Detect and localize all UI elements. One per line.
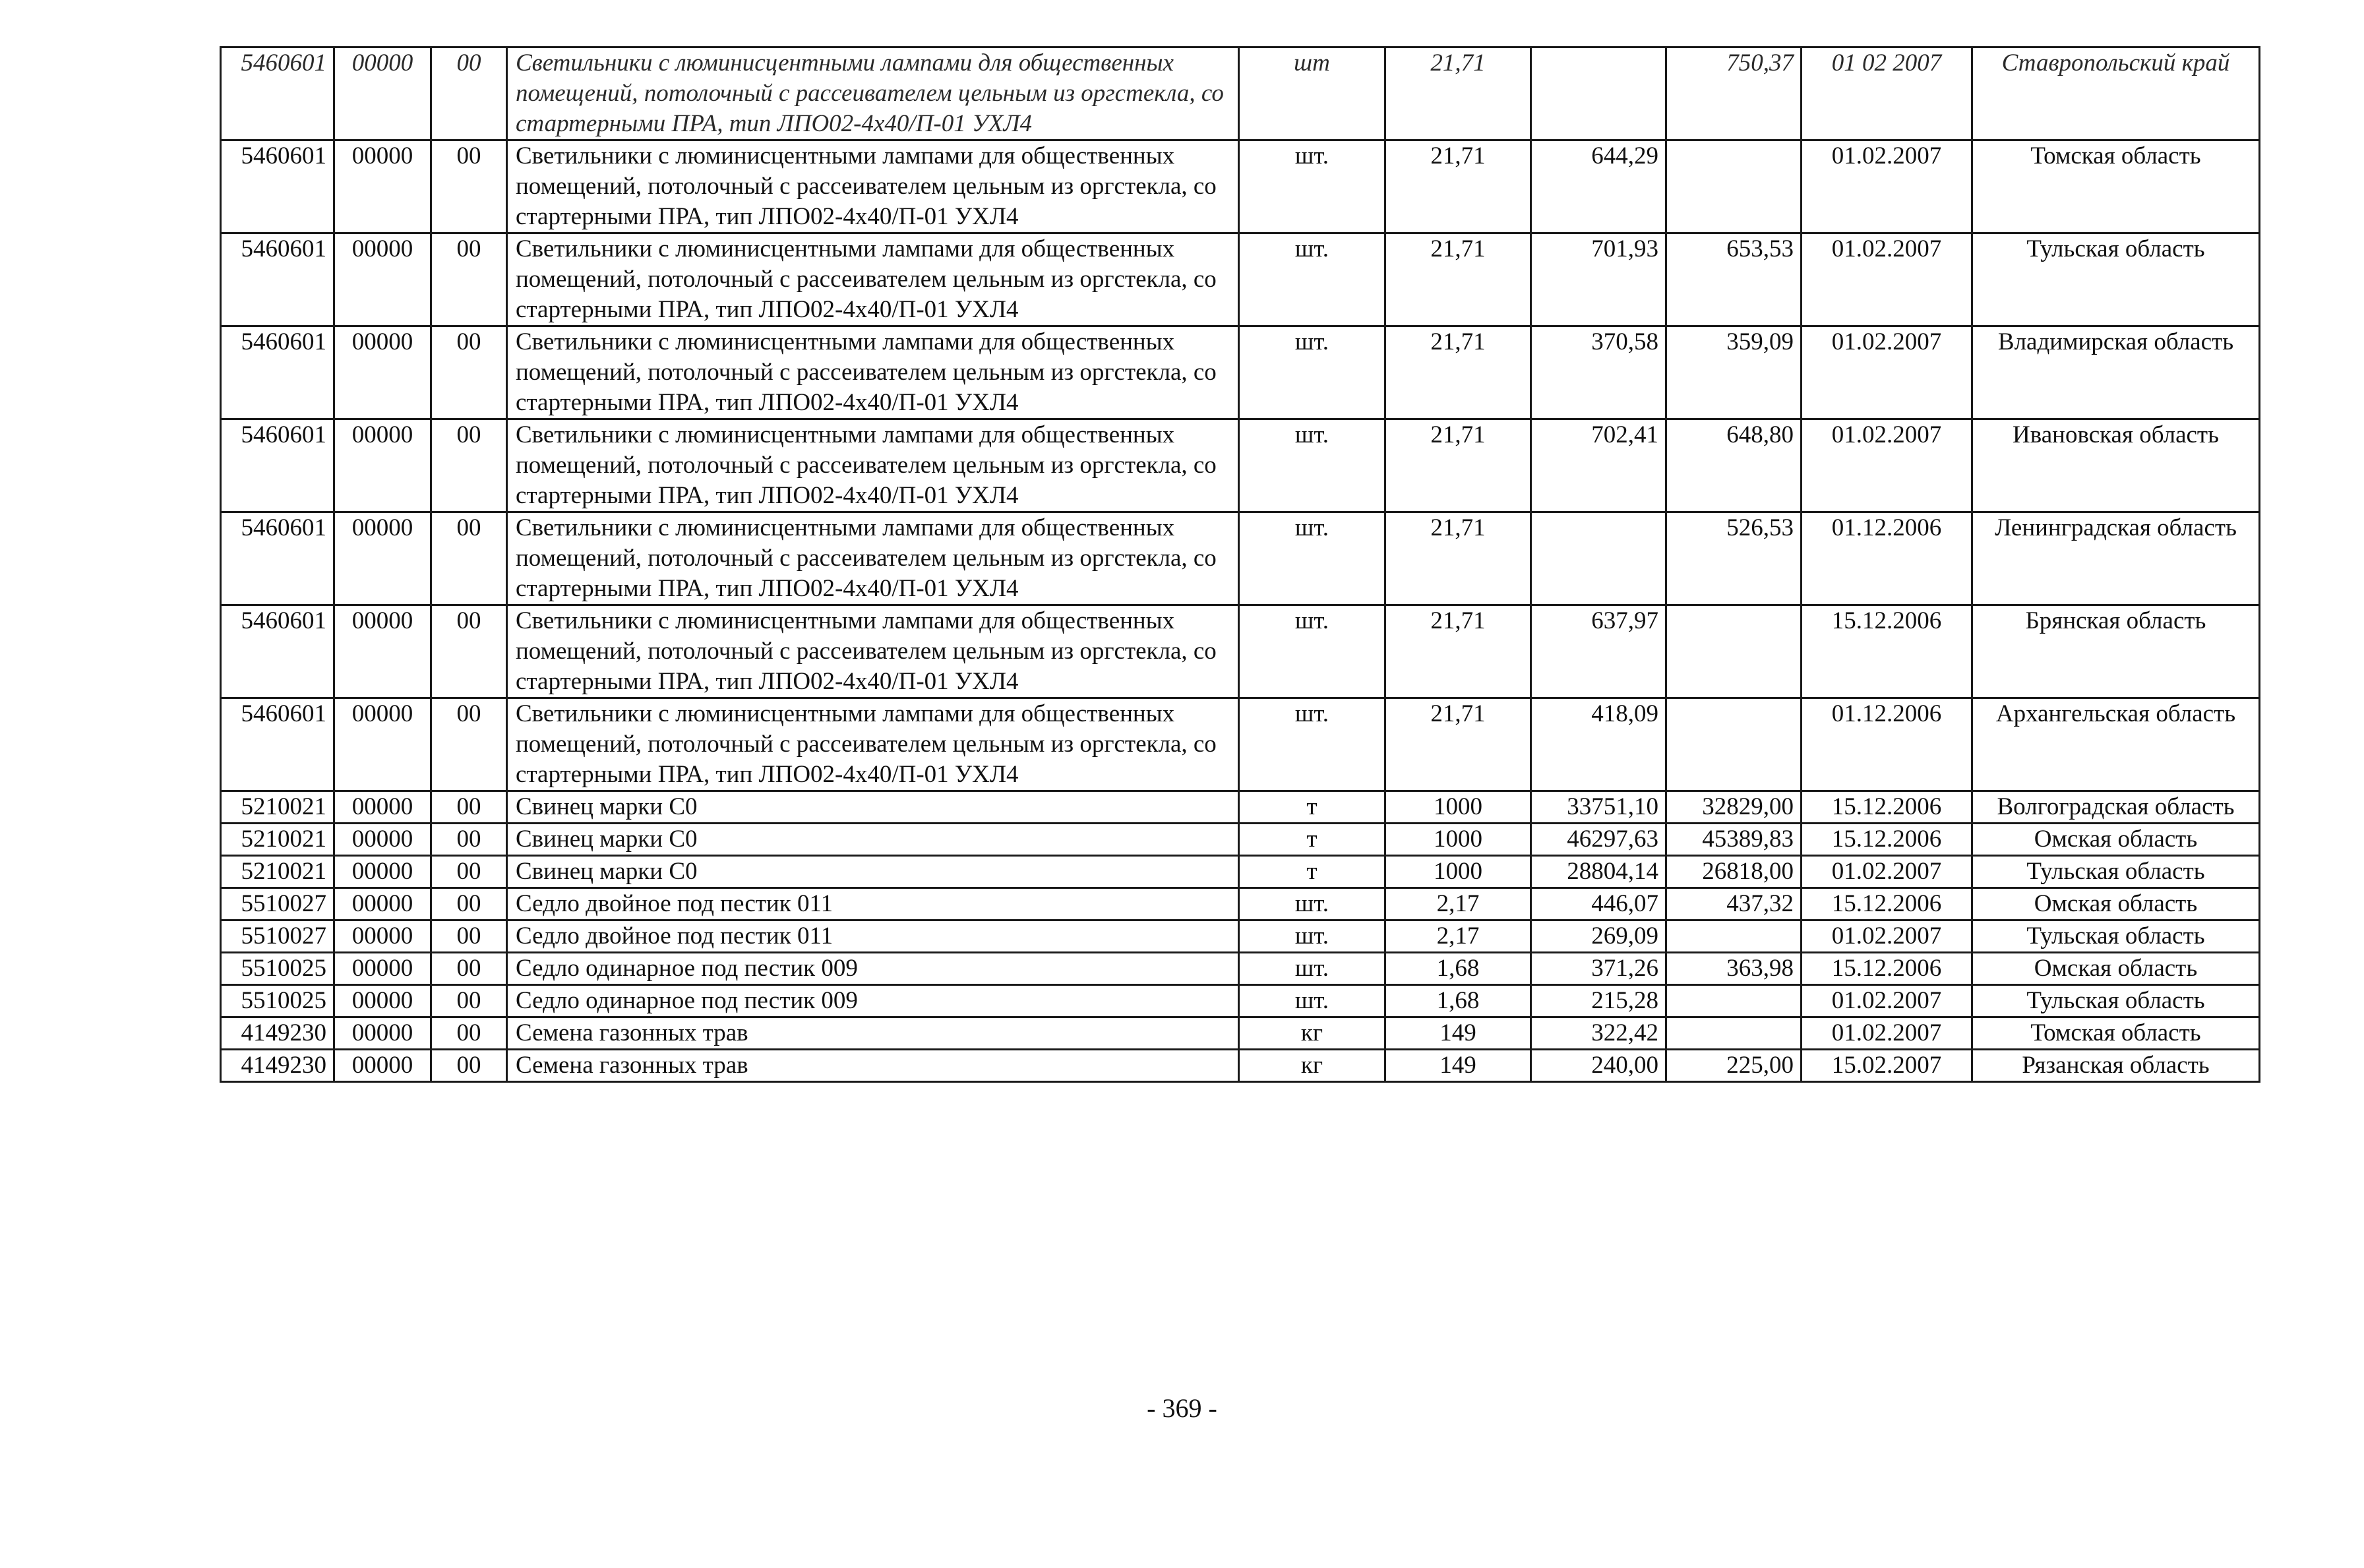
date-cell: 01 02 2007 xyxy=(1802,47,1972,140)
table-row xyxy=(221,605,2260,698)
table-row xyxy=(221,140,2260,233)
unit-cell: шт. xyxy=(1239,698,1385,791)
quantity-cell: 21,71 xyxy=(1385,233,1531,326)
region-cell: Ставропольский край xyxy=(1972,47,2260,140)
unit-cell: шт. xyxy=(1239,605,1385,698)
name-cell: Свинец марки С0 xyxy=(507,824,1239,856)
unit-cell: шт. xyxy=(1239,953,1385,985)
check-digit-cell: 00 xyxy=(431,1017,507,1050)
region-cell: Волгоградская область xyxy=(1972,791,2260,824)
check-digit-cell: 00 xyxy=(431,953,507,985)
name-cell: Седло одинарное под пестик 009 xyxy=(507,953,1239,985)
date-cell: 15.12.2006 xyxy=(1802,953,1972,985)
price-alt-cell xyxy=(1666,920,1802,953)
unit-cell: кг xyxy=(1239,1050,1385,1082)
code-cell: 5210021 xyxy=(221,856,334,888)
subcode-cell: 00000 xyxy=(334,698,431,791)
table-row xyxy=(221,1050,2260,1082)
region-cell: Ивановская область xyxy=(1972,419,2260,512)
unit-cell: т xyxy=(1239,856,1385,888)
subcode-cell: 00000 xyxy=(334,605,431,698)
unit-cell: шт. xyxy=(1239,888,1385,920)
region-cell: Брянская область xyxy=(1972,605,2260,698)
table-row xyxy=(221,888,2260,920)
price-cell: 322,42 xyxy=(1531,1017,1666,1050)
code-cell: 5510027 xyxy=(221,920,334,953)
date-cell: 01.12.2006 xyxy=(1802,698,1972,791)
region-cell: Томская область xyxy=(1972,140,2260,233)
code-cell: 5460601 xyxy=(221,47,334,140)
date-cell: 01.02.2007 xyxy=(1802,233,1972,326)
code-cell: 5510025 xyxy=(221,985,334,1017)
price-cell: 371,26 xyxy=(1531,953,1666,985)
subcode-cell: 00000 xyxy=(334,47,431,140)
quantity-cell: 1,68 xyxy=(1385,953,1531,985)
code-cell: 5510027 xyxy=(221,888,334,920)
code-cell: 5460601 xyxy=(221,233,334,326)
price-cell xyxy=(1531,47,1666,140)
check-digit-cell: 00 xyxy=(431,824,507,856)
quantity-cell: 21,71 xyxy=(1385,419,1531,512)
unit-cell: шт. xyxy=(1239,326,1385,419)
check-digit-cell: 00 xyxy=(431,233,507,326)
check-digit-cell: 00 xyxy=(431,605,507,698)
name-cell: Семена газонных трав xyxy=(507,1050,1239,1082)
subcode-cell: 00000 xyxy=(334,888,431,920)
price-alt-cell: 437,32 xyxy=(1666,888,1802,920)
price-alt-cell: 32829,00 xyxy=(1666,791,1802,824)
price-alt-cell xyxy=(1666,985,1802,1017)
quantity-cell: 1,68 xyxy=(1385,985,1531,1017)
name-cell: Свинец марки С0 xyxy=(507,791,1239,824)
date-cell: 15.12.2006 xyxy=(1802,888,1972,920)
date-cell: 15.12.2006 xyxy=(1802,791,1972,824)
region-cell: Тульская область xyxy=(1972,233,2260,326)
check-digit-cell: 00 xyxy=(431,888,507,920)
quantity-cell: 149 xyxy=(1385,1017,1531,1050)
name-cell: Светильники с люминисцентными лампами для общественных помещений, потолочный с рассеивателем цельным из оргстекла, со стартерными ПРА, тип ЛПО02-4х40/П-01 УХЛ4 xyxy=(507,140,1239,233)
name-cell: Светильники с люминисцентными лампами для общественных помещений, потолочный с рассеивателем цельным из оргстекла, со стартерными ПРА, тип ЛПО02-4х40/П-01 УХЛ4 xyxy=(507,698,1239,791)
price-alt-cell: 363,98 xyxy=(1666,953,1802,985)
price-alt-cell xyxy=(1666,140,1802,233)
table-row xyxy=(221,985,2260,1017)
price-cell: 418,09 xyxy=(1531,698,1666,791)
quantity-cell: 1000 xyxy=(1385,791,1531,824)
region-cell: Тульская область xyxy=(1972,920,2260,953)
price-alt-cell: 648,80 xyxy=(1666,419,1802,512)
price-alt-cell: 526,53 xyxy=(1666,512,1802,605)
table-row xyxy=(221,512,2260,605)
code-cell: 5510025 xyxy=(221,953,334,985)
table-row xyxy=(221,824,2260,856)
check-digit-cell: 00 xyxy=(431,47,507,140)
code-cell: 4149230 xyxy=(221,1050,334,1082)
price-alt-cell: 653,53 xyxy=(1666,233,1802,326)
unit-cell: кг xyxy=(1239,1017,1385,1050)
price-alt-cell: 359,09 xyxy=(1666,326,1802,419)
subcode-cell: 00000 xyxy=(334,791,431,824)
date-cell: 01.02.2007 xyxy=(1802,920,1972,953)
code-cell: 5460601 xyxy=(221,326,334,419)
quantity-cell: 21,71 xyxy=(1385,326,1531,419)
price-table xyxy=(220,46,2260,1083)
name-cell: Светильники с люминисцентными лампами для общественных помещений, потолочный с рассеивателем цельным из оргстекла, со стартерными ПРА, тип ЛПО02-4х40/П-01 УХЛ4 xyxy=(507,326,1239,419)
code-cell: 5460601 xyxy=(221,419,334,512)
date-cell: 01.02.2007 xyxy=(1802,985,1972,1017)
quantity-cell: 21,71 xyxy=(1385,605,1531,698)
subcode-cell: 00000 xyxy=(334,419,431,512)
table-row xyxy=(221,698,2260,791)
check-digit-cell: 00 xyxy=(431,985,507,1017)
unit-cell: шт. xyxy=(1239,512,1385,605)
unit-cell: шт. xyxy=(1239,920,1385,953)
quantity-cell: 2,17 xyxy=(1385,888,1531,920)
name-cell: Свинец марки С0 xyxy=(507,856,1239,888)
subcode-cell: 00000 xyxy=(334,1050,431,1082)
name-cell: Седло одинарное под пестик 009 xyxy=(507,985,1239,1017)
region-cell: Томская область xyxy=(1972,1017,2260,1050)
check-digit-cell: 00 xyxy=(431,856,507,888)
table-row xyxy=(221,1017,2260,1050)
name-cell: Светильники с люминисцентными лампами для общественных помещений, потолочный с рассеивателем цельным из оргстекла, со стартерными ПРА, тип ЛПО02-4х40/П-01 УХЛ4 xyxy=(507,605,1239,698)
quantity-cell: 1000 xyxy=(1385,856,1531,888)
price-alt-cell xyxy=(1666,605,1802,698)
date-cell: 15.02.2007 xyxy=(1802,1050,1972,1082)
name-cell: Светильники с люминисцентными лампами для общественных помещений, потолочный с рассеивателем цельным из оргстекла, со стартерными ПРА, тип ЛПО02-4х40/П-01 УХЛ4 xyxy=(507,233,1239,326)
price-cell: 28804,14 xyxy=(1531,856,1666,888)
check-digit-cell: 00 xyxy=(431,698,507,791)
name-cell: Светильники с люминисцентными лампами для общественных помещений, потолочный с рассеивателем цельным из оргстекла, со стартерными ПРА, тип ЛПО02-4х40/П-01 УХЛ4 xyxy=(507,47,1239,140)
date-cell: 01.02.2007 xyxy=(1802,140,1972,233)
table-body xyxy=(221,47,2260,1082)
subcode-cell: 00000 xyxy=(334,512,431,605)
subcode-cell: 00000 xyxy=(334,920,431,953)
code-cell: 5460601 xyxy=(221,140,334,233)
unit-cell: шт. xyxy=(1239,233,1385,326)
unit-cell: шт. xyxy=(1239,985,1385,1017)
price-cell: 240,00 xyxy=(1531,1050,1666,1082)
table-row xyxy=(221,419,2260,512)
table-row xyxy=(221,47,2260,140)
code-cell: 4149230 xyxy=(221,1017,334,1050)
code-cell: 5460601 xyxy=(221,605,334,698)
region-cell: Архангельская область xyxy=(1972,698,2260,791)
unit-cell: т xyxy=(1239,824,1385,856)
subcode-cell: 00000 xyxy=(334,326,431,419)
region-cell: Ленинградская область xyxy=(1972,512,2260,605)
price-alt-cell: 225,00 xyxy=(1666,1050,1802,1082)
table-row xyxy=(221,920,2260,953)
date-cell: 01.02.2007 xyxy=(1802,1017,1972,1050)
price-cell: 702,41 xyxy=(1531,419,1666,512)
name-cell: Семена газонных трав xyxy=(507,1017,1239,1050)
name-cell: Светильники с люминисцентными лампами для общественных помещений, потолочный с рассеивателем цельным из оргстекла, со стартерными ПРА, тип ЛПО02-4х40/П-01 УХЛ4 xyxy=(507,512,1239,605)
table-row xyxy=(221,856,2260,888)
quantity-cell: 1000 xyxy=(1385,824,1531,856)
code-cell: 5460601 xyxy=(221,698,334,791)
check-digit-cell: 00 xyxy=(431,326,507,419)
quantity-cell: 21,71 xyxy=(1385,140,1531,233)
check-digit-cell: 00 xyxy=(431,419,507,512)
region-cell: Владимирская область xyxy=(1972,326,2260,419)
quantity-cell: 2,17 xyxy=(1385,920,1531,953)
check-digit-cell: 00 xyxy=(431,1050,507,1082)
price-cell: 215,28 xyxy=(1531,985,1666,1017)
code-cell: 5210021 xyxy=(221,824,334,856)
price-alt-cell xyxy=(1666,1017,1802,1050)
price-cell: 637,97 xyxy=(1531,605,1666,698)
name-cell: Седло двойное под пестик 011 xyxy=(507,920,1239,953)
region-cell: Омская область xyxy=(1972,888,2260,920)
check-digit-cell: 00 xyxy=(431,791,507,824)
table-row xyxy=(221,791,2260,824)
date-cell: 01.02.2007 xyxy=(1802,326,1972,419)
unit-cell: шт. xyxy=(1239,419,1385,512)
page-number: - 369 - xyxy=(1147,1393,1217,1423)
date-cell: 15.12.2006 xyxy=(1802,824,1972,856)
quantity-cell: 21,71 xyxy=(1385,512,1531,605)
name-cell: Седло двойное под пестик 011 xyxy=(507,888,1239,920)
subcode-cell: 00000 xyxy=(334,233,431,326)
quantity-cell: 21,71 xyxy=(1385,698,1531,791)
unit-cell: шт. xyxy=(1239,140,1385,233)
subcode-cell: 00000 xyxy=(334,824,431,856)
date-cell: 01.02.2007 xyxy=(1802,856,1972,888)
date-cell: 01.12.2006 xyxy=(1802,512,1972,605)
region-cell: Рязанская область xyxy=(1972,1050,2260,1082)
region-cell: Омская область xyxy=(1972,953,2260,985)
price-cell xyxy=(1531,512,1666,605)
subcode-cell: 00000 xyxy=(334,1017,431,1050)
date-cell: 01.02.2007 xyxy=(1802,419,1972,512)
price-alt-cell: 45389,83 xyxy=(1666,824,1802,856)
name-cell: Светильники с люминисцентными лампами для общественных помещений, потолочный с рассеивателем цельным из оргстекла, со стартерными ПРА, тип ЛПО02-4х40/П-01 УХЛ4 xyxy=(507,419,1239,512)
price-cell: 370,58 xyxy=(1531,326,1666,419)
check-digit-cell: 00 xyxy=(431,140,507,233)
price-alt-cell xyxy=(1666,698,1802,791)
code-cell: 5460601 xyxy=(221,512,334,605)
quantity-cell: 149 xyxy=(1385,1050,1531,1082)
price-alt-cell: 26818,00 xyxy=(1666,856,1802,888)
region-cell: Омская область xyxy=(1972,824,2260,856)
price-cell: 644,29 xyxy=(1531,140,1666,233)
price-cell: 446,07 xyxy=(1531,888,1666,920)
table-row xyxy=(221,233,2260,326)
code-cell: 5210021 xyxy=(221,791,334,824)
unit-cell: шт xyxy=(1239,47,1385,140)
price-cell: 269,09 xyxy=(1531,920,1666,953)
table-row xyxy=(221,326,2260,419)
subcode-cell: 00000 xyxy=(334,856,431,888)
price-cell: 701,93 xyxy=(1531,233,1666,326)
subcode-cell: 00000 xyxy=(334,953,431,985)
subcode-cell: 00000 xyxy=(334,985,431,1017)
subcode-cell: 00000 xyxy=(334,140,431,233)
region-cell: Тульская область xyxy=(1972,856,2260,888)
price-alt-cell: 750,37 xyxy=(1666,47,1802,140)
table-row xyxy=(221,953,2260,985)
region-cell: Тульская область xyxy=(1972,985,2260,1017)
unit-cell: т xyxy=(1239,791,1385,824)
quantity-cell: 21,71 xyxy=(1385,47,1531,140)
price-cell: 46297,63 xyxy=(1531,824,1666,856)
price-cell: 33751,10 xyxy=(1531,791,1666,824)
date-cell: 15.12.2006 xyxy=(1802,605,1972,698)
check-digit-cell: 00 xyxy=(431,512,507,605)
check-digit-cell: 00 xyxy=(431,920,507,953)
